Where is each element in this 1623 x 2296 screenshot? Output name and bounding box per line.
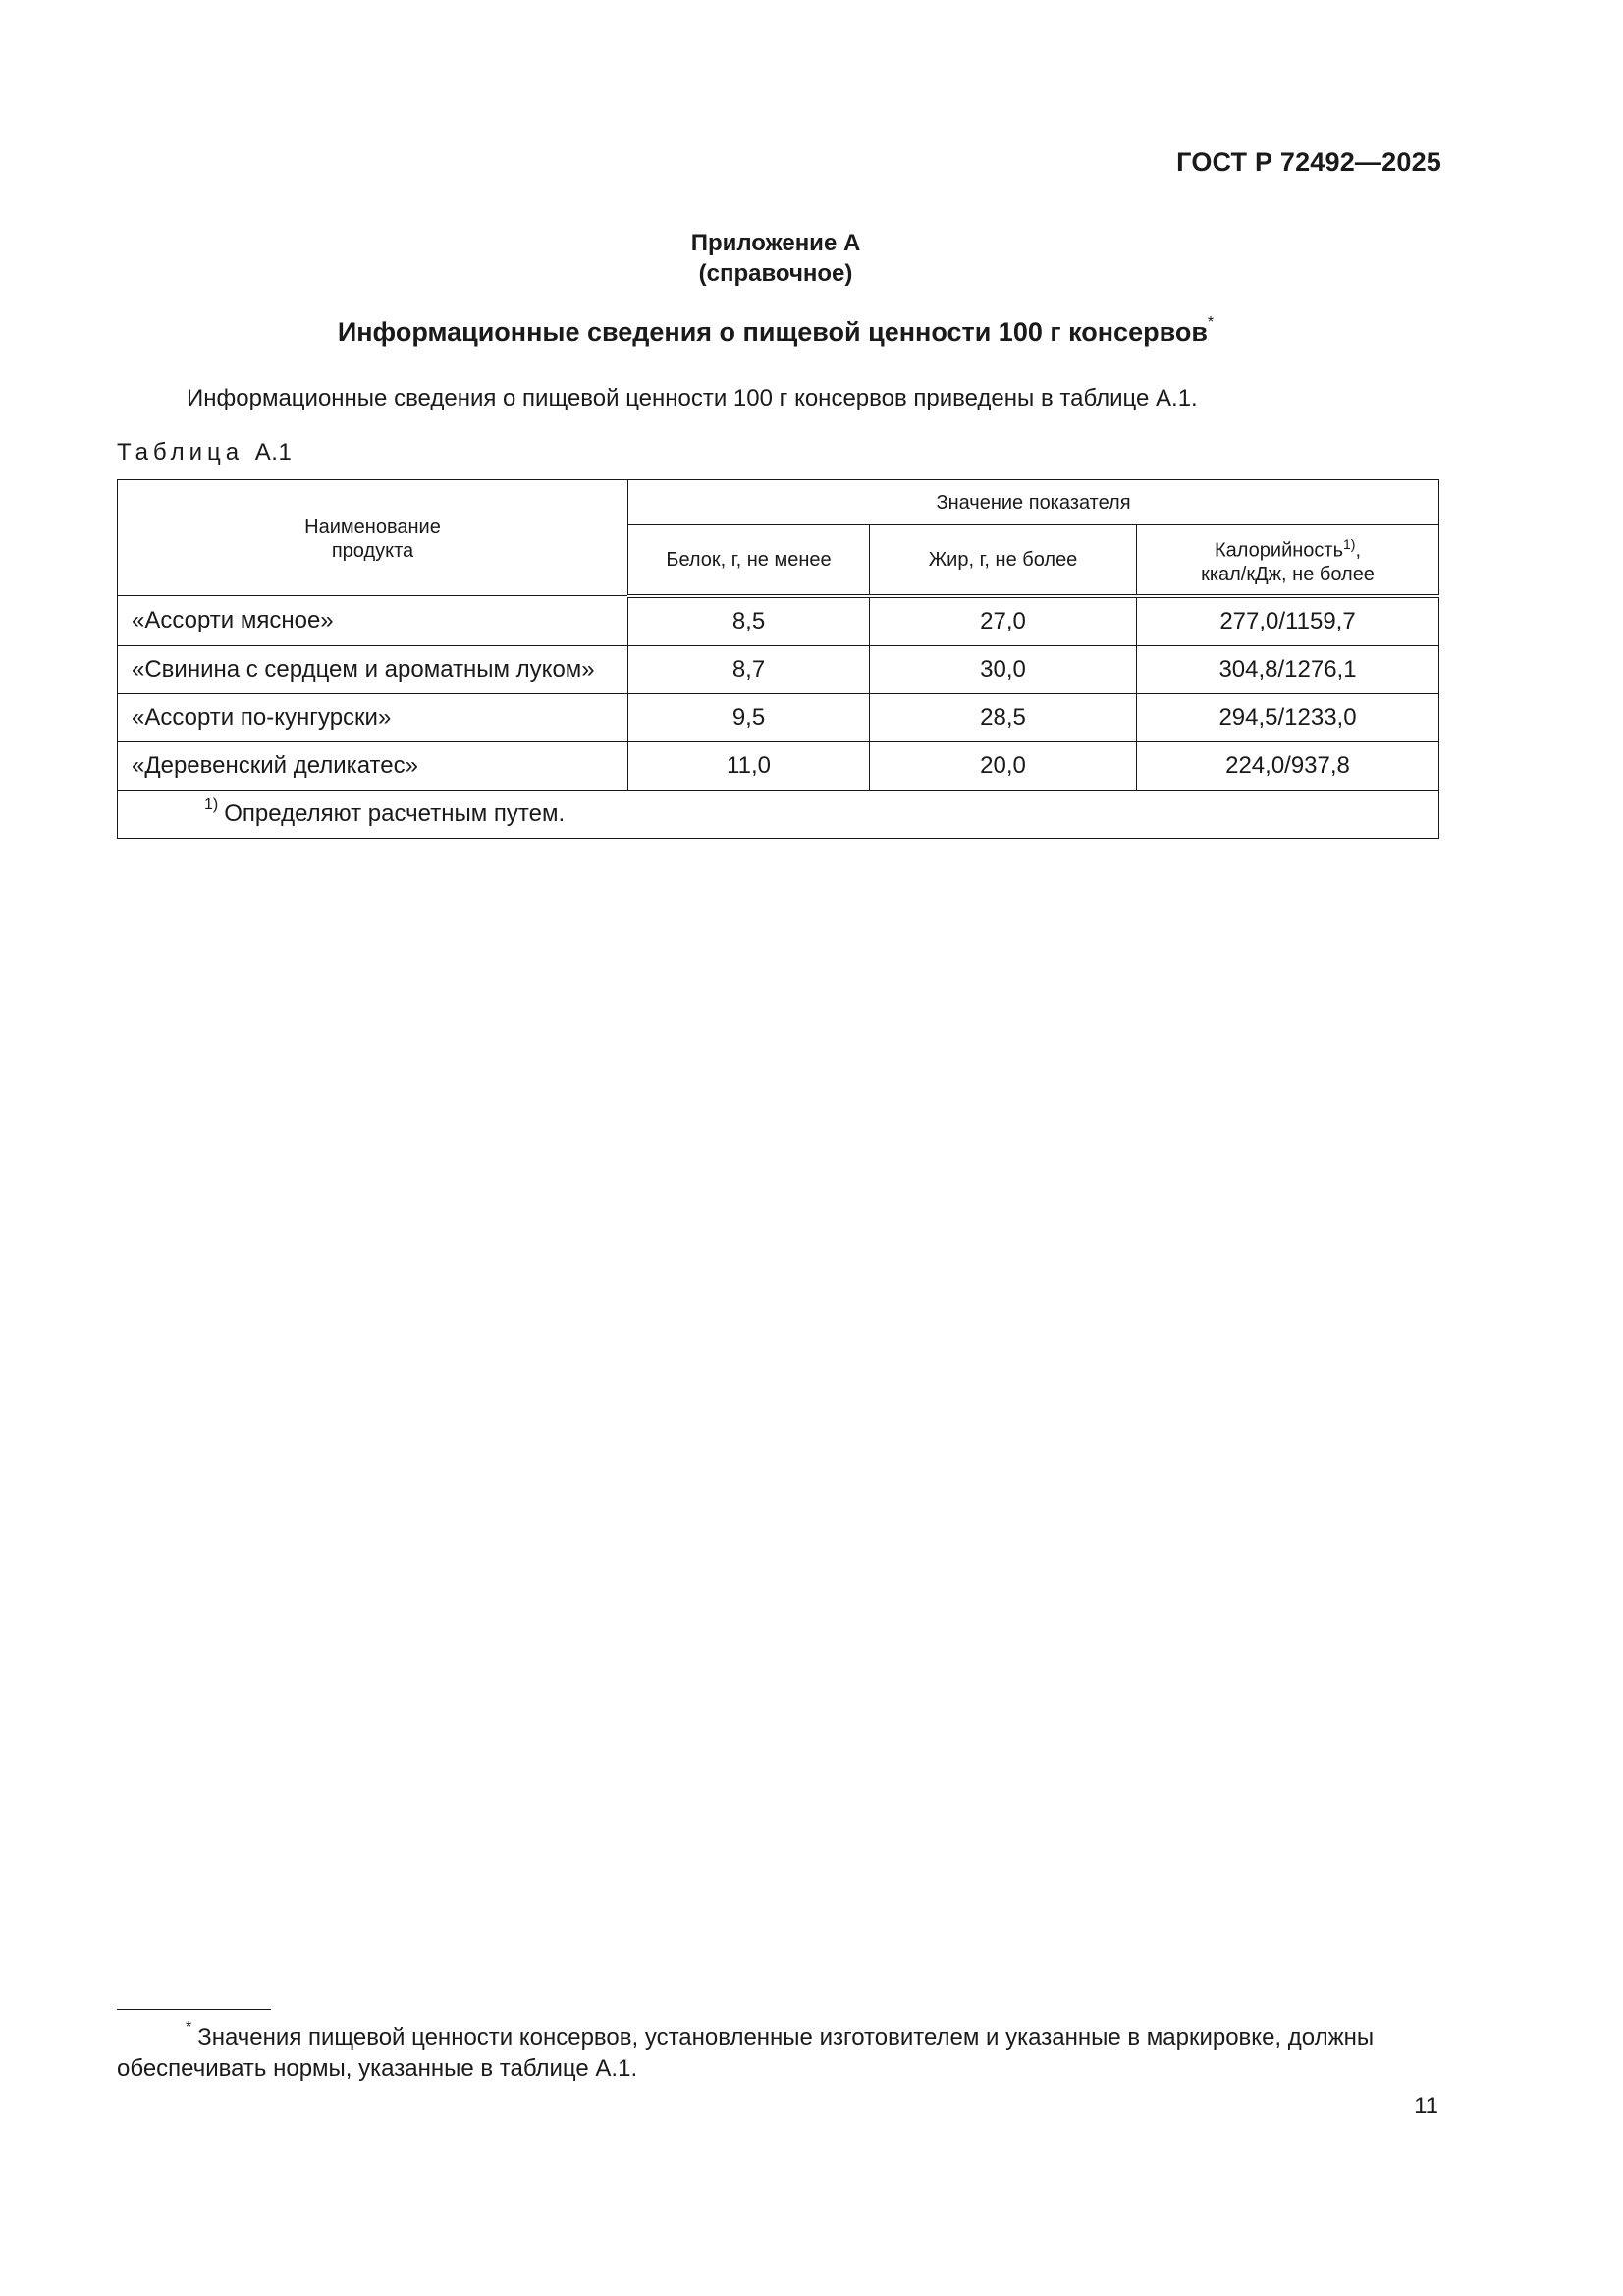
table-row: [118, 596, 1439, 646]
section-title-text: Информационные сведения о пищевой ценности 100 г консервов: [337, 317, 1208, 347]
header-product-name-line2: продукта: [331, 540, 414, 562]
intro-paragraph: Информационные сведения о пищевой ценности 100 г консервов приведены в таблице А.1.: [187, 385, 1198, 411]
table-note-row: [118, 790, 1439, 838]
table-caption-label: Таблица: [117, 439, 244, 465]
header-calories-comma: ,: [1355, 540, 1362, 563]
header-fat: Жир, г, не более: [870, 525, 1137, 596]
table-row: [118, 741, 1439, 790]
header-product-name-line1: Наименование: [304, 517, 441, 538]
calories-cell: 294,5/1233,0: [1137, 693, 1439, 741]
table-caption-number: А.1: [254, 439, 293, 465]
protein-cell: 9,5: [628, 693, 870, 741]
section-title: [0, 314, 1551, 348]
table-row: [118, 693, 1439, 741]
footnote-mark: *: [186, 2019, 192, 2036]
table-note-mark: 1): [204, 796, 219, 813]
footnote: [117, 2016, 1438, 2085]
header-calories-line2: ккал/кДж, не более: [1201, 564, 1375, 586]
table-note-text: Определяют расчетным путем.: [224, 800, 566, 827]
fat-cell: 20,0: [870, 741, 1137, 790]
protein-cell: 8,5: [628, 596, 870, 646]
calories-cell: 224,0/937,8: [1137, 741, 1439, 790]
document-code: ГОСТ Р 72492—2025: [1176, 147, 1441, 177]
calories-cell: 277,0/1159,7: [1137, 596, 1439, 646]
header-calories-label: Калорийность: [1214, 540, 1343, 563]
header-protein: Белок, г, не менее: [628, 525, 870, 596]
product-name-cell: «Ассорти по-кунгурски»: [118, 693, 628, 741]
fat-cell: 27,0: [870, 596, 1137, 646]
product-name-cell: «Ассорти мясное»: [118, 596, 628, 646]
table-caption: [117, 439, 292, 466]
header-calories: [1137, 525, 1439, 596]
product-name-cell: «Деревенский деликатес»: [118, 741, 628, 790]
header-calories-line1: [1137, 532, 1438, 563]
protein-cell: 8,7: [628, 645, 870, 693]
page-number: 11: [1414, 2093, 1438, 2119]
annex-heading: [0, 228, 1551, 289]
footnote-text: Значения пищевой ценности консервов, установленные изготовителем и указанные в маркировке, должны обеспечивать нормы, указанные в таблице А.1.: [117, 2024, 1375, 2082]
header-calories-note-mark: 1): [1343, 536, 1356, 553]
section-title-footnote-mark: *: [1207, 314, 1215, 331]
nutrition-table: [117, 479, 1439, 839]
header-indicator-group: Значение показателя: [628, 480, 1439, 525]
calories-cell: 304,8/1276,1: [1137, 645, 1439, 693]
protein-cell: 11,0: [628, 741, 870, 790]
footnote-divider: [117, 2009, 271, 2010]
table-row: [118, 645, 1439, 693]
annex-title: Приложение А: [690, 230, 861, 256]
product-name-cell: «Свинина с сердцем и ароматным луком»: [118, 645, 628, 693]
annex-subtitle: (справочное): [698, 260, 853, 287]
table-note: [118, 790, 1439, 838]
fat-cell: 30,0: [870, 645, 1137, 693]
header-product-name: [118, 480, 628, 596]
fat-cell: 28,5: [870, 693, 1137, 741]
